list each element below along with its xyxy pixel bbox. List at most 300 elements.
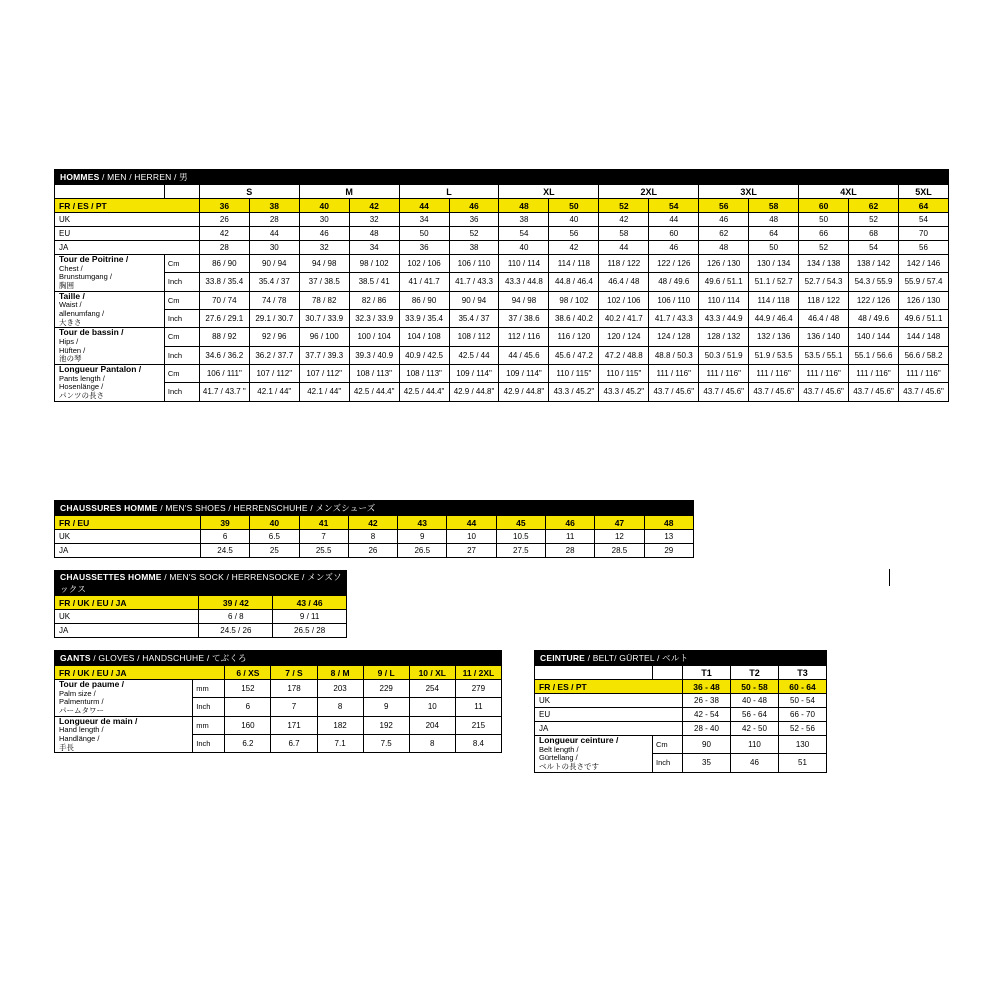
socks-title-rest: / MEN'S SOCK / HERRENSOCKE / メンズソックス <box>60 572 342 594</box>
cell: 13 <box>644 530 693 544</box>
cell: 27.6 / 29.1 <box>199 309 249 327</box>
unit-inch: Inch <box>164 309 199 327</box>
cell: 10 <box>447 530 496 544</box>
measure-label-chest: Tour de Poitrine / Chest / Brunstumgang / 胸囲 <box>55 255 165 292</box>
cell: 29 <box>644 544 693 558</box>
cell: 56.6 / 58.2 <box>898 346 948 364</box>
unit-cm: Cm <box>653 736 683 754</box>
table-row <box>55 383 949 401</box>
mens-fr-value: 48 <box>499 199 549 213</box>
gloves-fr-row <box>55 666 502 680</box>
cell: 102 / 106 <box>399 255 449 273</box>
size-group-5xl: 5XL <box>898 185 948 199</box>
cell: 41.7 / 43.3 <box>649 309 699 327</box>
cell: 42.1 / 44" <box>299 383 349 401</box>
cell: 102 / 106 <box>599 291 649 309</box>
cell: 40.2 / 41.7 <box>599 309 649 327</box>
cell: 64 <box>749 227 799 241</box>
table-row <box>55 716 502 734</box>
cell: 90 / 94 <box>249 255 299 273</box>
cell: 38 <box>499 213 549 227</box>
cell: 37 / 38.5 <box>299 273 349 291</box>
cell: 98 / 102 <box>549 291 599 309</box>
cell: 11 <box>545 530 594 544</box>
cell: 40 - 48 <box>731 694 779 708</box>
gloves-fr-value: 7 / S <box>271 666 317 680</box>
cell: 56 - 64 <box>731 708 779 722</box>
socks-fr-label: FR / UK / EU / JA <box>55 596 199 610</box>
shoes-fr-value: 42 <box>348 516 397 530</box>
table-row <box>55 273 949 291</box>
cell: 42 - 50 <box>731 722 779 736</box>
cell: 118 / 122 <box>599 255 649 273</box>
cell: 66 <box>799 227 849 241</box>
cell: 110 / 115" <box>599 364 649 382</box>
belt-group-row <box>535 666 827 680</box>
cell: 112 / 116 <box>499 328 549 346</box>
table-row <box>55 544 694 558</box>
cell: 49.6 / 51.1 <box>898 309 948 327</box>
row-label: JA <box>55 624 199 638</box>
cell: 8 <box>317 698 363 716</box>
row-label: EU <box>55 227 200 241</box>
shoes-fr-value: 44 <box>447 516 496 530</box>
cell: 48 <box>349 227 399 241</box>
cell: 94 / 98 <box>299 255 349 273</box>
cell: 12 <box>595 530 644 544</box>
cell: 130 <box>779 736 827 754</box>
cell: 42 <box>199 227 249 241</box>
cell: 55.9 / 57.4 <box>898 273 948 291</box>
belt-title-rest: / BELT/ GÜRTEL / ベルト <box>585 653 689 663</box>
table-row <box>55 624 347 638</box>
row-label: JA <box>55 544 201 558</box>
cell: 24.5 / 26 <box>199 624 273 638</box>
unit-inch: Inch <box>193 734 225 752</box>
mens-title-rest: / MEN / HERREN / 男 <box>99 172 188 182</box>
table-row <box>55 610 347 624</box>
shoes-fr-value: 43 <box>398 516 447 530</box>
cell: 26 <box>348 544 397 558</box>
cell: 42.9 / 44.8" <box>499 383 549 401</box>
shoes-fr-value: 47 <box>595 516 644 530</box>
cell: 28 <box>545 544 594 558</box>
cell: 44 <box>649 213 699 227</box>
cell: 46 <box>699 213 749 227</box>
shoes-fr-label: FR / EU <box>55 516 201 530</box>
size-group-xl: XL <box>499 185 599 199</box>
cell: 279 <box>455 680 501 698</box>
cell: 42.1 / 44" <box>249 383 299 401</box>
socks-title-row <box>55 571 347 596</box>
row-label: UK <box>55 610 199 624</box>
cell: 50 <box>399 227 449 241</box>
belt-fr-row <box>535 680 827 694</box>
cell: 47.2 / 48.8 <box>599 346 649 364</box>
cell: 254 <box>409 680 455 698</box>
cell: 86 / 90 <box>399 291 449 309</box>
cell: 122 / 126 <box>649 255 699 273</box>
belt-fr-value: 50 - 58 <box>731 680 779 694</box>
cell: 6 <box>200 530 249 544</box>
cell: 6.7 <box>271 734 317 752</box>
cell: 43.7 / 45.6" <box>849 383 899 401</box>
table-row <box>535 694 827 708</box>
cell: 6 <box>225 698 271 716</box>
belt-group-t2: T2 <box>731 666 779 680</box>
cell: 26.5 <box>398 544 447 558</box>
cell: 56 <box>898 241 948 255</box>
cell: 27 <box>447 544 496 558</box>
cell: 26.5 / 28 <box>273 624 347 638</box>
shoes-fr-value: 40 <box>250 516 299 530</box>
cell: 48 <box>699 241 749 255</box>
mens-shoes-table <box>54 500 694 558</box>
cell: 132 / 136 <box>749 328 799 346</box>
belt-size-table <box>534 650 827 773</box>
gloves-title-bold: GANTS <box>60 653 91 663</box>
cell: 109 / 114" <box>499 364 549 382</box>
cell: 106 / 111" <box>199 364 249 382</box>
shoes-fr-row <box>55 516 694 530</box>
cell: 26 - 38 <box>683 694 731 708</box>
cell: 38 <box>449 241 499 255</box>
cell: 70 <box>898 227 948 241</box>
cell: 43.3 / 45.2" <box>549 383 599 401</box>
cell: 108 / 113" <box>399 364 449 382</box>
cell: 110 / 114 <box>499 255 549 273</box>
shoes-fr-value: 46 <box>545 516 594 530</box>
cell: 111 / 116" <box>898 364 948 382</box>
cell: 203 <box>317 680 363 698</box>
cell: 54.3 / 55.9 <box>849 273 899 291</box>
cell: 111 / 116" <box>649 364 699 382</box>
size-group-m: M <box>299 185 399 199</box>
cell: 98 / 102 <box>349 255 399 273</box>
cell: 100 / 104 <box>349 328 399 346</box>
cell: 46 <box>731 754 779 772</box>
table-row <box>55 291 949 309</box>
mens-fr-row <box>55 199 949 213</box>
mens-fr-value: 36 <box>199 199 249 213</box>
mens-group-row <box>55 185 949 199</box>
cell: 34 <box>399 213 449 227</box>
gloves-fr-value: 11 / 2XL <box>455 666 501 680</box>
cell: 34.6 / 36.2 <box>199 346 249 364</box>
row-label: UK <box>535 694 683 708</box>
table-row <box>55 680 502 698</box>
cell: 204 <box>409 716 455 734</box>
divider-mark <box>889 569 890 586</box>
table-row <box>55 227 949 241</box>
cell: 49.6 / 51.1 <box>699 273 749 291</box>
mens-fr-value: 60 <box>799 199 849 213</box>
cell: 134 / 138 <box>799 255 849 273</box>
cell: 48 <box>749 213 799 227</box>
cell: 28 <box>199 241 249 255</box>
cell: 10 <box>409 698 455 716</box>
gloves-fr-value: 6 / XS <box>225 666 271 680</box>
cell: 25.5 <box>299 544 348 558</box>
mens-title-row <box>55 170 949 185</box>
cell: 122 / 126 <box>849 291 899 309</box>
cell: 46 <box>299 227 349 241</box>
cell: 52 <box>849 213 899 227</box>
cell: 32 <box>299 241 349 255</box>
cell: 42 <box>599 213 649 227</box>
unit-inch: Inch <box>164 273 199 291</box>
mens-fr-value: 54 <box>649 199 699 213</box>
table-row <box>55 241 949 255</box>
cell: 9 / 11 <box>273 610 347 624</box>
cell: 41.7 / 43.3 <box>449 273 499 291</box>
measure-label-belt-length: Longueur ceinture / Belt length / Gürtellang / ベルトの長さです <box>535 736 653 773</box>
cell: 32 <box>349 213 399 227</box>
shoes-fr-value: 45 <box>496 516 545 530</box>
cell: 39.3 / 40.9 <box>349 346 399 364</box>
cell: 50.3 / 51.9 <box>699 346 749 364</box>
cell: 40 <box>499 241 549 255</box>
mens-fr-value: 38 <box>249 199 299 213</box>
cell: 44.9 / 46.4 <box>749 309 799 327</box>
gloves-fr-value: 10 / XL <box>409 666 455 680</box>
cell: 111 / 116" <box>799 364 849 382</box>
unit-inch: Inch <box>193 698 225 716</box>
cell: 90 <box>683 736 731 754</box>
cell: 38.5 / 41 <box>349 273 399 291</box>
unit-mm: mm <box>193 716 225 734</box>
unit-mm: mm <box>193 680 225 698</box>
cell: 152 <box>225 680 271 698</box>
cell: 109 / 114" <box>449 364 499 382</box>
cell: 52 <box>799 241 849 255</box>
mens-socks-table <box>54 570 347 638</box>
cell: 35.4 / 37 <box>449 309 499 327</box>
mens-title-bold: HOMMES <box>60 172 100 182</box>
cell: 6.2 <box>225 734 271 752</box>
cell: 126 / 130 <box>699 255 749 273</box>
cell: 107 / 112" <box>299 364 349 382</box>
cell: 24.5 <box>200 544 249 558</box>
gloves-title-row <box>55 651 502 666</box>
size-group-3xl: 3XL <box>699 185 799 199</box>
cell: 120 / 124 <box>599 328 649 346</box>
measure-label-hand-length: Longueur de main / Hand length / Handlänge / 手長 <box>55 716 193 753</box>
cell: 40 <box>549 213 599 227</box>
mens-fr-value: 52 <box>599 199 649 213</box>
cell: 10.5 <box>496 530 545 544</box>
socks-title-bold: CHAUSSETTES HOMME <box>60 572 162 582</box>
mens-fr-value: 50 <box>549 199 599 213</box>
table-row <box>55 346 949 364</box>
cell: 46.4 / 48 <box>599 273 649 291</box>
cell: 42 <box>549 241 599 255</box>
cell: 44 <box>249 227 299 241</box>
cell: 33.9 / 35.4 <box>399 309 449 327</box>
cell: 43.3 / 44.9 <box>699 309 749 327</box>
cell: 82 / 86 <box>349 291 399 309</box>
cell: 42 - 54 <box>683 708 731 722</box>
table-row <box>55 530 694 544</box>
unit-cm: Cm <box>164 255 199 273</box>
cell: 48 / 49.6 <box>849 309 899 327</box>
table-row <box>55 364 949 382</box>
cell: 36 <box>449 213 499 227</box>
cell: 37 / 38.6 <box>499 309 549 327</box>
mens-fr-value: 56 <box>699 199 749 213</box>
gloves-fr-value: 9 / L <box>363 666 409 680</box>
cell: 32.3 / 33.9 <box>349 309 399 327</box>
socks-fr-row <box>55 596 347 610</box>
cell: 111 / 116" <box>749 364 799 382</box>
shoes-fr-value: 41 <box>299 516 348 530</box>
cell: 54 <box>898 213 948 227</box>
cell: 11 <box>455 698 501 716</box>
cell: 41.7 / 43.7 " <box>199 383 249 401</box>
mens-fr-label: FR / ES / PT <box>55 199 200 213</box>
unit-cm: Cm <box>164 328 199 346</box>
cell: 30.7 / 33.9 <box>299 309 349 327</box>
cell: 96 / 100 <box>299 328 349 346</box>
cell: 6.5 <box>250 530 299 544</box>
gloves-fr-label: FR / UK / EU / JA <box>55 666 225 680</box>
cell: 68 <box>849 227 899 241</box>
cell: 33.8 / 35.4 <box>199 273 249 291</box>
cell: 94 / 98 <box>499 291 549 309</box>
cell: 171 <box>271 716 317 734</box>
cell: 7 <box>271 698 317 716</box>
cell: 6 / 8 <box>199 610 273 624</box>
gloves-size-table <box>54 650 502 753</box>
cell: 62 <box>699 227 749 241</box>
cell: 111 / 116" <box>699 364 749 382</box>
row-label: UK <box>55 213 200 227</box>
table-row <box>535 736 827 754</box>
cell: 110 / 115" <box>549 364 599 382</box>
cell: 8.4 <box>455 734 501 752</box>
cell: 51 <box>779 754 827 772</box>
belt-fr-value: 36 - 48 <box>683 680 731 694</box>
cell: 110 <box>731 736 779 754</box>
cell: 178 <box>271 680 317 698</box>
measure-label-hips: Tour de bassin / Hips / Hüften / 池の琴 <box>55 328 165 365</box>
belt-group-t1: T1 <box>683 666 731 680</box>
cell: 28 - 40 <box>683 722 731 736</box>
cell: 160 <box>225 716 271 734</box>
cell: 52 <box>449 227 499 241</box>
cell: 38.6 / 40.2 <box>549 309 599 327</box>
cell: 40.9 / 42.5 <box>399 346 449 364</box>
mens-fr-value: 42 <box>349 199 399 213</box>
unit-inch: Inch <box>653 754 683 772</box>
cell: 53.5 / 55.1 <box>799 346 849 364</box>
belt-title-row <box>535 651 827 666</box>
cell: 43.7 / 45.6" <box>749 383 799 401</box>
cell: 114 / 118 <box>749 291 799 309</box>
mens-fr-value: 46 <box>449 199 499 213</box>
cell: 36.2 / 37.7 <box>249 346 299 364</box>
belt-title-bold: CEINTURE <box>540 653 586 663</box>
cell: 50 <box>799 213 849 227</box>
cell: 35.4 / 37 <box>249 273 299 291</box>
mens-fr-value: 64 <box>898 199 948 213</box>
cell: 70 / 74 <box>199 291 249 309</box>
cell: 92 / 96 <box>249 328 299 346</box>
cell: 140 / 144 <box>849 328 899 346</box>
cell: 29.1 / 30.7 <box>249 309 299 327</box>
cell: 43.3 / 44.8 <box>499 273 549 291</box>
cell: 44.8 / 46.4 <box>549 273 599 291</box>
cell: 50 - 54 <box>779 694 827 708</box>
cell: 50 <box>749 241 799 255</box>
gloves-title-rest: / GLOVES / HANDSCHUHE / てぶくろ <box>90 653 247 663</box>
cell: 28 <box>249 213 299 227</box>
cell: 37.7 / 39.3 <box>299 346 349 364</box>
cell: 192 <box>363 716 409 734</box>
socks-fr-value: 43 / 46 <box>273 596 347 610</box>
cell: 78 / 82 <box>299 291 349 309</box>
shoes-title-rest: / MEN'S SHOES / HERRENSCHUHE / メンズシューズ <box>157 503 376 513</box>
cell: 56 <box>549 227 599 241</box>
cell: 138 / 142 <box>849 255 899 273</box>
cell: 60 <box>649 227 699 241</box>
size-group-l: L <box>399 185 499 199</box>
cell: 30 <box>299 213 349 227</box>
cell: 41 / 41.7 <box>399 273 449 291</box>
shoes-fr-value: 39 <box>200 516 249 530</box>
cell: 42.5 / 44.4" <box>399 383 449 401</box>
cell: 9 <box>398 530 447 544</box>
cell: 215 <box>455 716 501 734</box>
cell: 86 / 90 <box>199 255 249 273</box>
cell: 136 / 140 <box>799 328 849 346</box>
cell: 8 <box>348 530 397 544</box>
cell: 130 / 134 <box>749 255 799 273</box>
shoes-title-row <box>55 501 694 516</box>
cell: 142 / 146 <box>898 255 948 273</box>
mens-fr-value: 62 <box>849 199 899 213</box>
row-label: UK <box>55 530 201 544</box>
cell: 104 / 108 <box>399 328 449 346</box>
belt-fr-value: 60 - 64 <box>779 680 827 694</box>
cell: 124 / 128 <box>649 328 699 346</box>
cell: 144 / 148 <box>898 328 948 346</box>
cell: 229 <box>363 680 409 698</box>
measure-label-waist: Taille / Waist / allenumfang / 大きさ <box>55 291 165 328</box>
size-group-s: S <box>199 185 299 199</box>
cell: 54 <box>499 227 549 241</box>
table-row <box>55 328 949 346</box>
cell: 126 / 130 <box>898 291 948 309</box>
cell: 108 / 113" <box>349 364 399 382</box>
mens-fr-value: 58 <box>749 199 799 213</box>
cell: 111 / 116" <box>849 364 899 382</box>
cell: 46.4 / 48 <box>799 309 849 327</box>
cell: 42.9 / 44.8" <box>449 383 499 401</box>
cell: 66 - 70 <box>779 708 827 722</box>
mens-fr-value: 44 <box>399 199 449 213</box>
cell: 114 / 118 <box>549 255 599 273</box>
cell: 55.1 / 56.6 <box>849 346 899 364</box>
cell: 106 / 110 <box>449 255 499 273</box>
cell: 42.5 / 44.4" <box>349 383 399 401</box>
cell: 44 <box>599 241 649 255</box>
cell: 43.7 / 45.6" <box>799 383 849 401</box>
cell: 110 / 114 <box>699 291 749 309</box>
cell: 107 / 112" <box>249 364 299 382</box>
cell: 30 <box>249 241 299 255</box>
gloves-fr-value: 8 / M <box>317 666 363 680</box>
